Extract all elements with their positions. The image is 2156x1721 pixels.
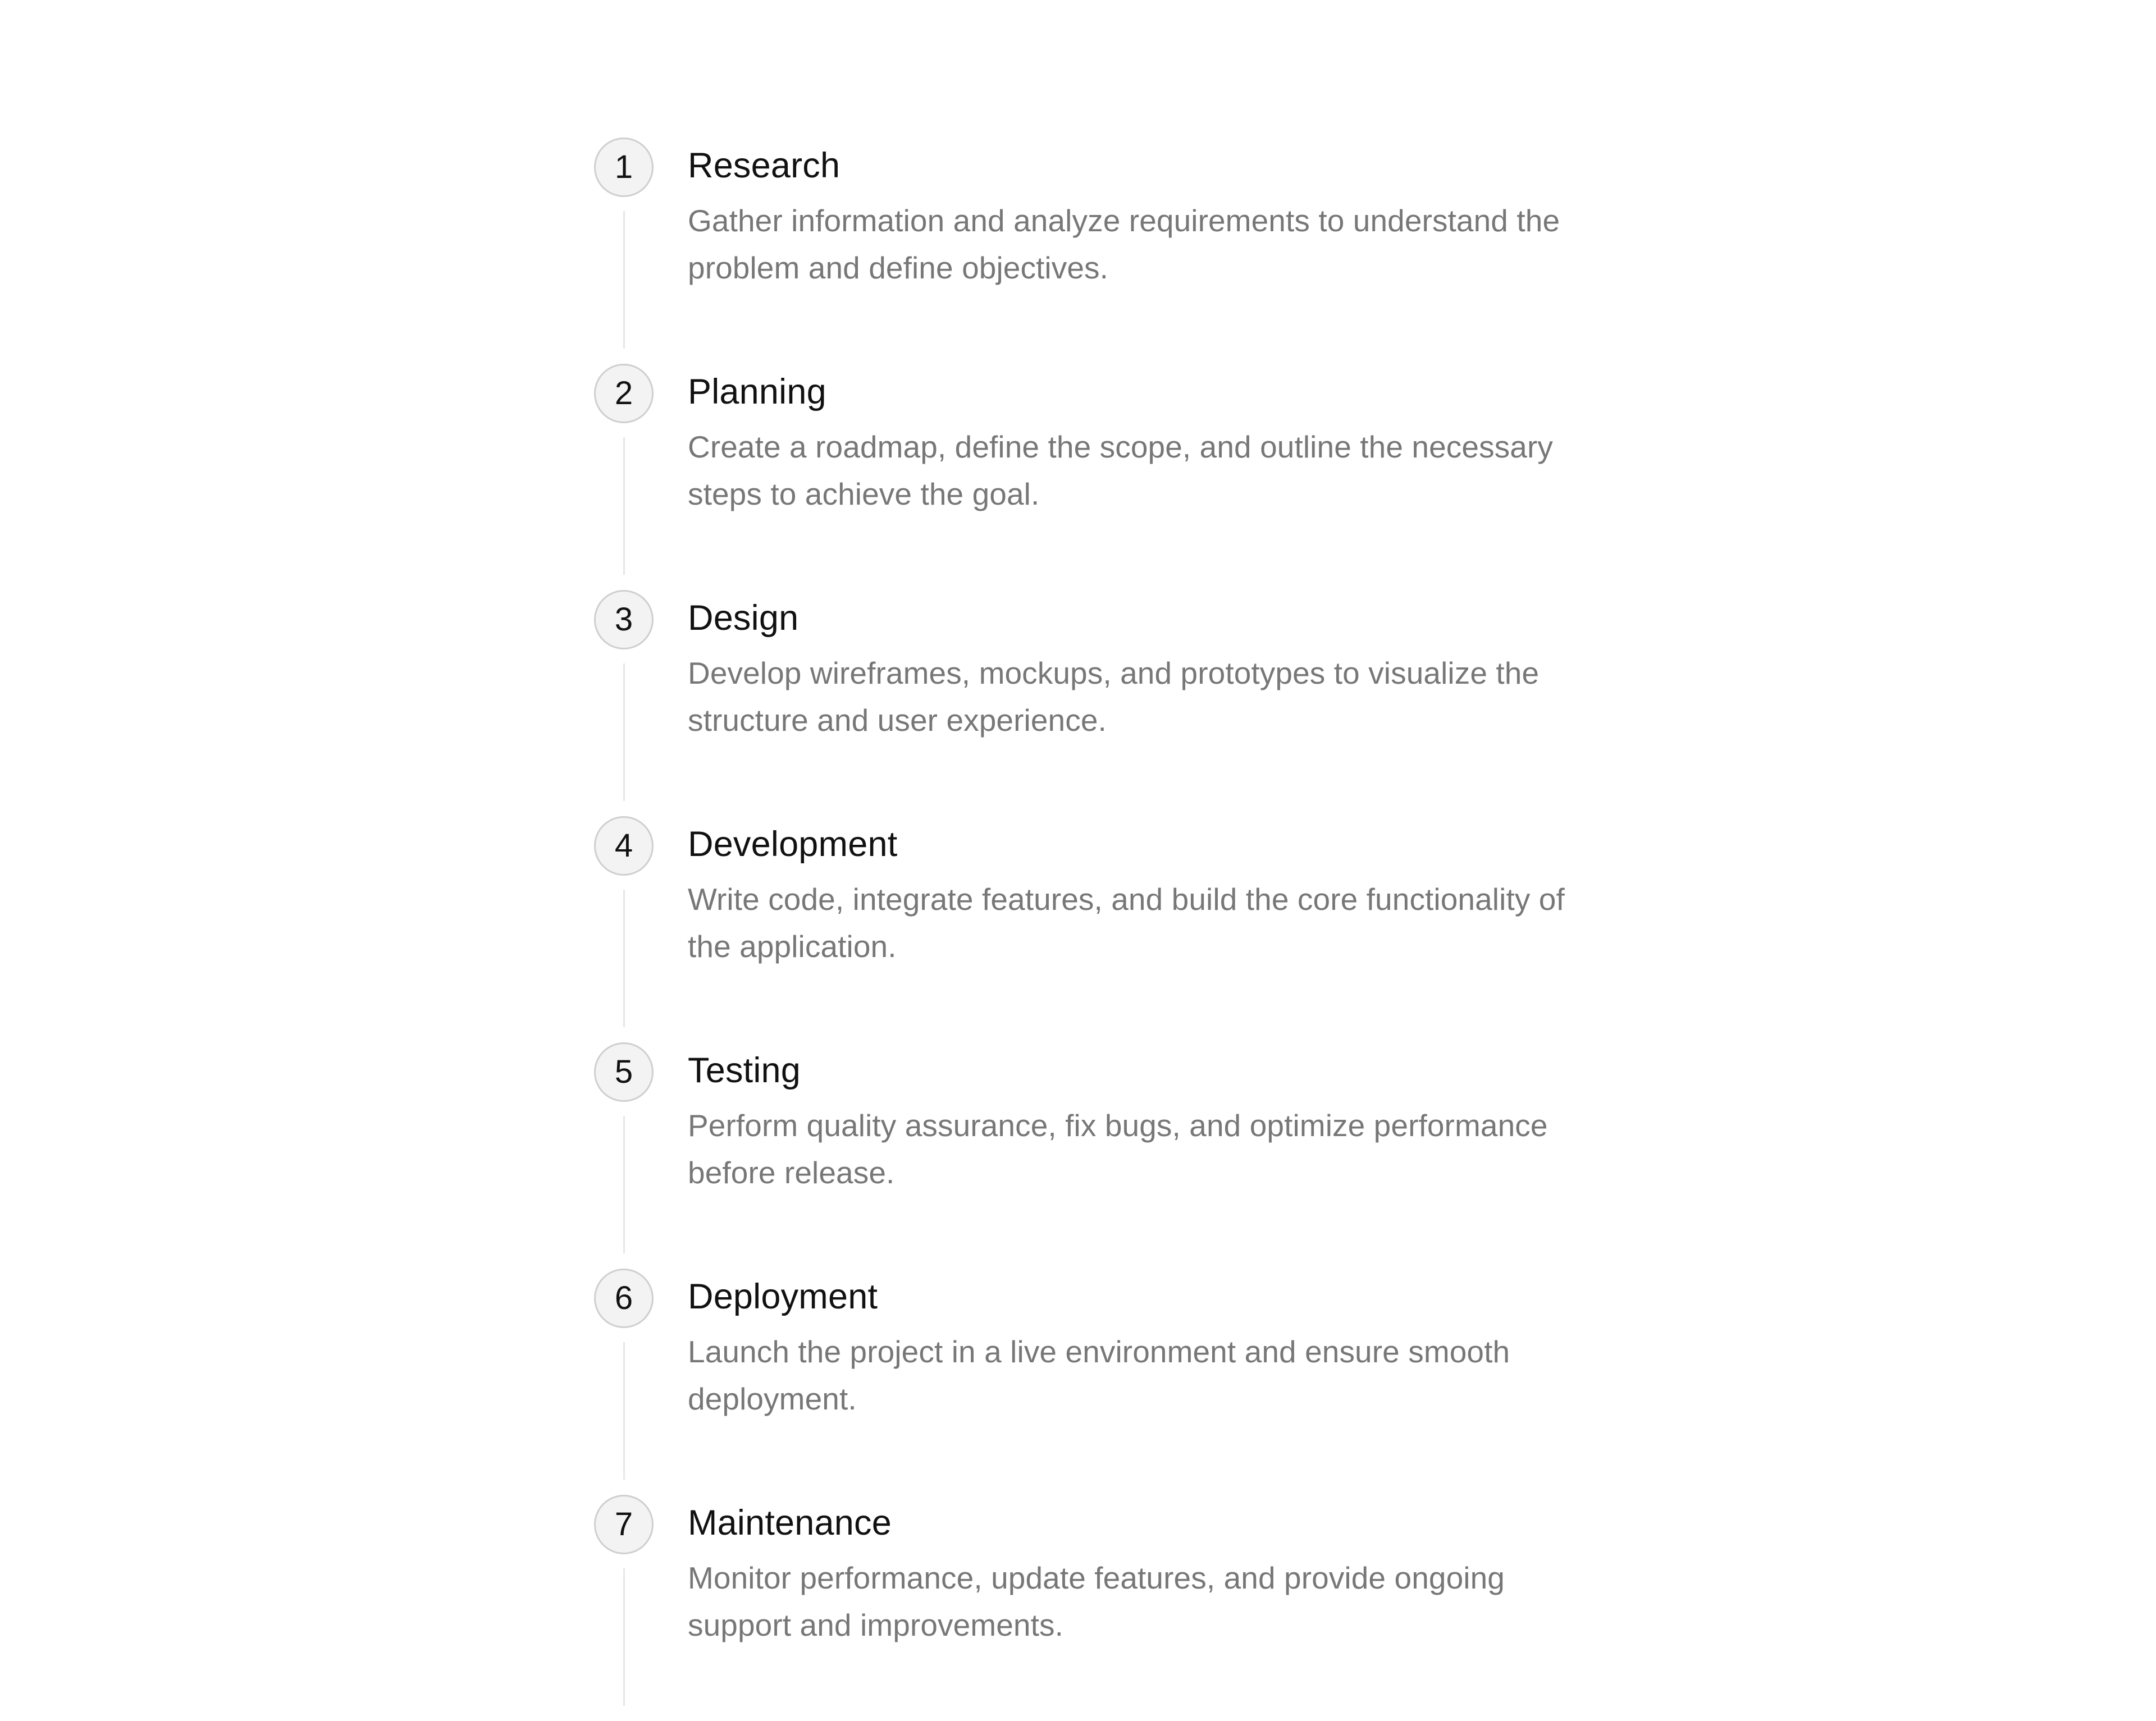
step-connector-line xyxy=(623,1568,625,1706)
process-steps-list xyxy=(594,138,1605,1721)
step-number-badge: 1 xyxy=(594,138,654,197)
step-description: Launch the project in a live environment and ensure smooth deployment. xyxy=(688,1334,1510,1416)
step-connector-line xyxy=(623,663,625,801)
step-number-badge: 6 xyxy=(594,1269,654,1328)
step-item-research xyxy=(594,138,1605,364)
step-connector-line xyxy=(623,437,625,575)
step-connector-line xyxy=(623,890,625,1027)
step-content xyxy=(688,1269,1609,1422)
step-title: Deployment xyxy=(688,1277,878,1316)
step-number-badge: 5 xyxy=(594,1042,654,1102)
step-title: Development xyxy=(688,825,898,864)
step-item-testing xyxy=(594,1042,1605,1269)
step-number-badge: 7 xyxy=(594,1495,654,1554)
step-content xyxy=(688,590,1609,744)
step-title: Planning xyxy=(688,372,826,411)
step-item-design xyxy=(594,590,1605,816)
step-content xyxy=(688,364,1609,518)
step-content xyxy=(688,1495,1609,1649)
step-item-planning xyxy=(594,364,1605,590)
step-connector-line xyxy=(623,1116,625,1253)
step-connector-line xyxy=(623,211,625,349)
step-content xyxy=(688,1042,1609,1196)
step-content xyxy=(688,816,1609,970)
step-connector-line xyxy=(623,1342,625,1480)
step-number-badge: 4 xyxy=(594,816,654,876)
step-description: Monitor performance, update features, and provide ongoing support and improvements. xyxy=(688,1560,1505,1642)
step-description: Gather information and analyze requirements to understand the problem and define objectives. xyxy=(688,203,1560,285)
step-title: Maintenance xyxy=(688,1503,892,1543)
step-title: Research xyxy=(688,146,841,185)
step-item-development xyxy=(594,816,1605,1042)
step-item-maintenance xyxy=(594,1495,1605,1721)
step-description: Perform quality assurance, fix bugs, and optimize performance before release. xyxy=(688,1108,1548,1190)
step-description: Write code, integrate features, and build the core functionality of the application. xyxy=(688,882,1565,964)
step-title: Testing xyxy=(688,1051,801,1090)
step-number-badge: 3 xyxy=(594,590,654,649)
step-number-badge: 2 xyxy=(594,364,654,423)
step-content xyxy=(688,138,1609,291)
step-item-deployment xyxy=(594,1269,1605,1495)
step-description: Create a roadmap, define the scope, and outline the necessary steps to achieve the goal. xyxy=(688,429,1553,511)
step-title: Design xyxy=(688,598,799,638)
step-description: Develop wireframes, mockups, and prototypes to visualize the structure and user experience. xyxy=(688,656,1540,738)
